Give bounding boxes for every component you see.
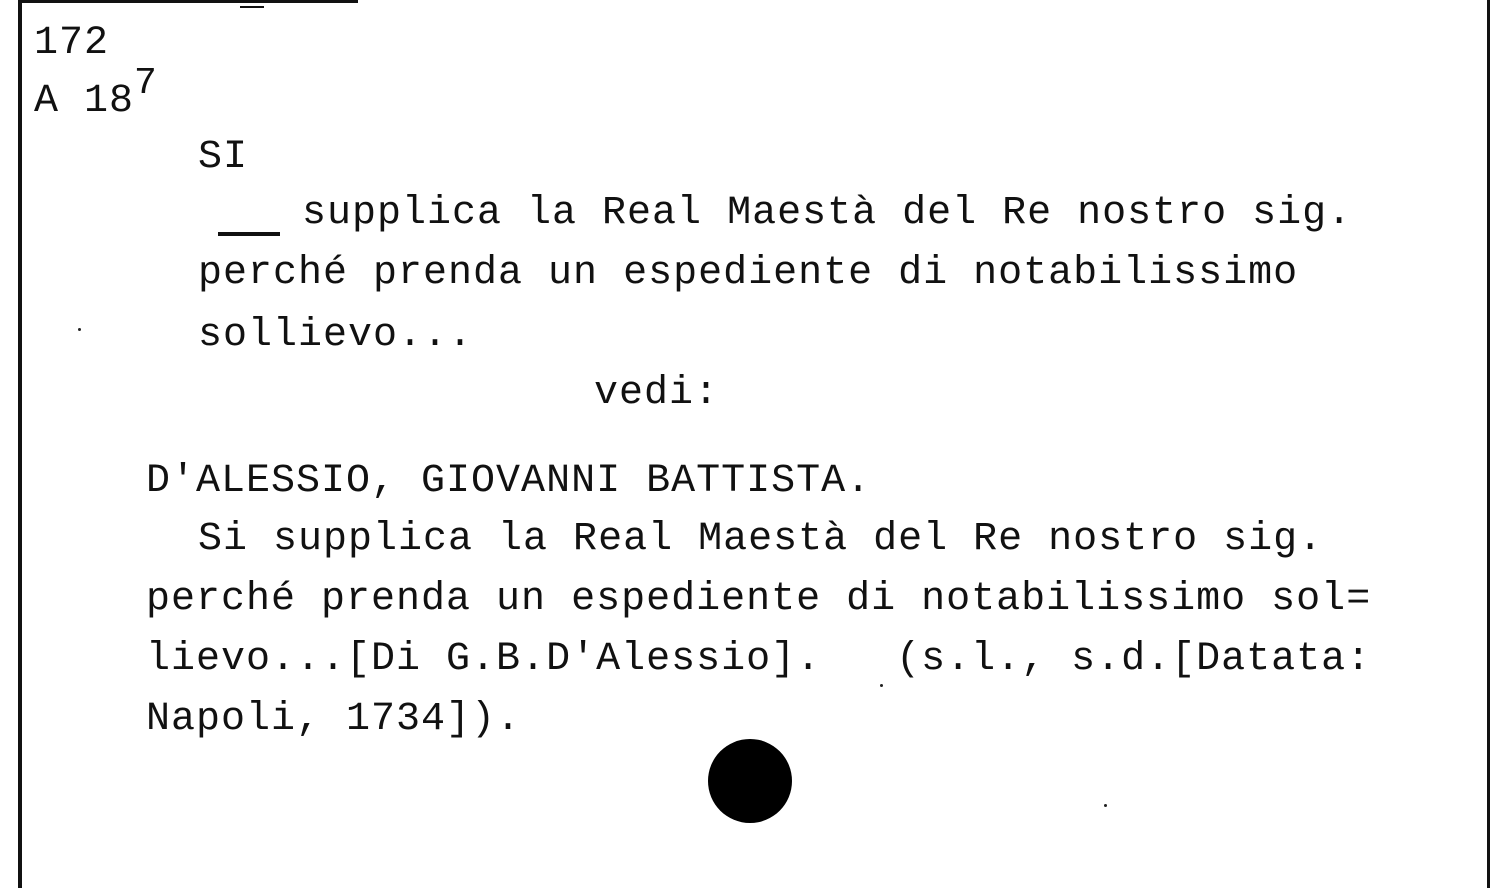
heading: SI — [198, 135, 249, 180]
shelfmark-line-2: A 187 — [34, 62, 158, 124]
punch-hole — [708, 739, 792, 823]
speck — [78, 328, 81, 331]
card-right-edge — [1487, 0, 1490, 888]
heading-dash — [218, 232, 280, 236]
shelfmark-line-1: 172 — [34, 21, 110, 66]
see-label: vedi: — [594, 371, 720, 416]
ref-line-2: perché prenda un espediente di notabilissimo — [198, 251, 1299, 296]
ref-line-3: sollievo... — [198, 313, 474, 358]
author-heading: D'ALESSIO, GIOVANNI BATTISTA. — [146, 459, 872, 504]
card-left-edge — [18, 0, 22, 888]
entry-line-4: Napoli, 1734]). — [146, 697, 522, 742]
entry-line-3: lievo...[Di G.B.D'Alessio]. (s.l., s.d.[Datata: — [146, 637, 1372, 682]
ref-line-1: supplica la Real Maestà del Re nostro sig. — [302, 191, 1353, 236]
entry-line-1: Si supplica la Real Maestà del Re nostro sig. — [198, 517, 1324, 562]
speck — [1104, 804, 1107, 807]
card-top-mark — [240, 6, 264, 8]
entry-line-2: perché prenda un espediente di notabilissimo sol= — [146, 577, 1372, 622]
speck — [880, 684, 883, 687]
card-top-edge — [18, 0, 358, 3]
shelfmark-superscript: 7 — [134, 62, 158, 105]
